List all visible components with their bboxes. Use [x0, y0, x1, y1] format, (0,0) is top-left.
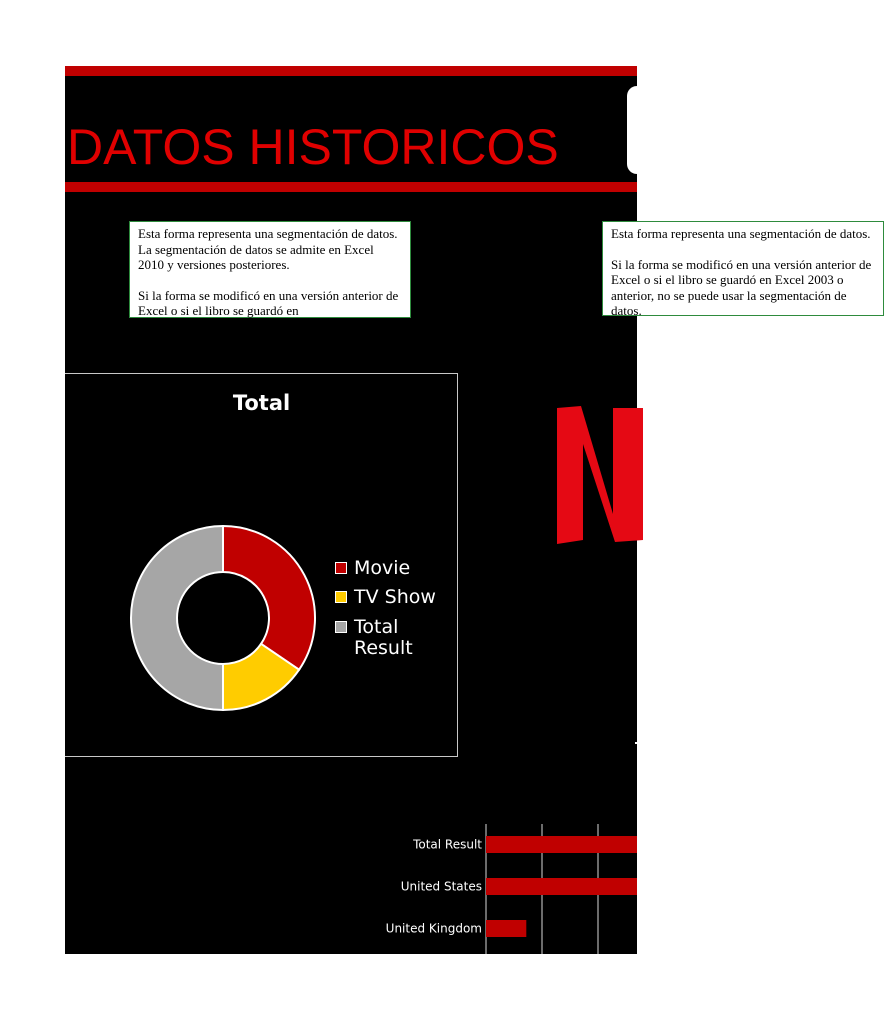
slicer-text: Si la forma se modificó en una versión anterior de Excel o si el libro se guardó en [138, 287, 399, 318]
chart-title: Total [232, 391, 291, 415]
legend-label: Movie [354, 557, 411, 579]
divider-mark [635, 742, 639, 744]
legend-swatch [335, 621, 347, 633]
bar-category-label: United States [400, 879, 482, 894]
header-bottom-bar [65, 182, 637, 192]
slicer-placeholder-right[interactable] [602, 221, 884, 316]
bar-united-states[interactable] [486, 878, 637, 895]
bar-chart[interactable] [365, 822, 637, 954]
legend-label: Total Result [354, 616, 413, 659]
page-title: DATOS HISTORICOS [67, 119, 559, 175]
bar-category-label: United Kingdom [385, 921, 482, 936]
bar-category-label: Total Result [413, 837, 482, 852]
header-top-bar [65, 66, 637, 76]
donut-slice-total-result[interactable] [131, 526, 223, 710]
slicer-text: Esta forma representa una segmentación de datos. La segmentación de datos se admite en Excel 2010 y versiones posteriores. [138, 226, 398, 272]
slicer-text: Si la forma se modificó en una versión anterior de Excel o si el libro se guardó en Excel 2003 o anterior, no se puede usar la segmentación de datos. [611, 256, 872, 318]
legend-swatch [335, 591, 347, 603]
logo-placeholder [627, 86, 657, 174]
slicer-placeholder-left[interactable] [129, 221, 411, 318]
bar-united-kingdom[interactable] [486, 920, 526, 937]
donut-chart[interactable] [65, 373, 458, 757]
spreadsheet-dashboard [65, 66, 872, 954]
slicer-text: Esta forma representa una segmentación de datos. [611, 226, 871, 241]
netflix-logo-icon [553, 404, 643, 544]
legend-swatch [335, 562, 347, 574]
legend-label: TV Show [354, 586, 436, 608]
bar-total-result[interactable] [486, 836, 637, 853]
